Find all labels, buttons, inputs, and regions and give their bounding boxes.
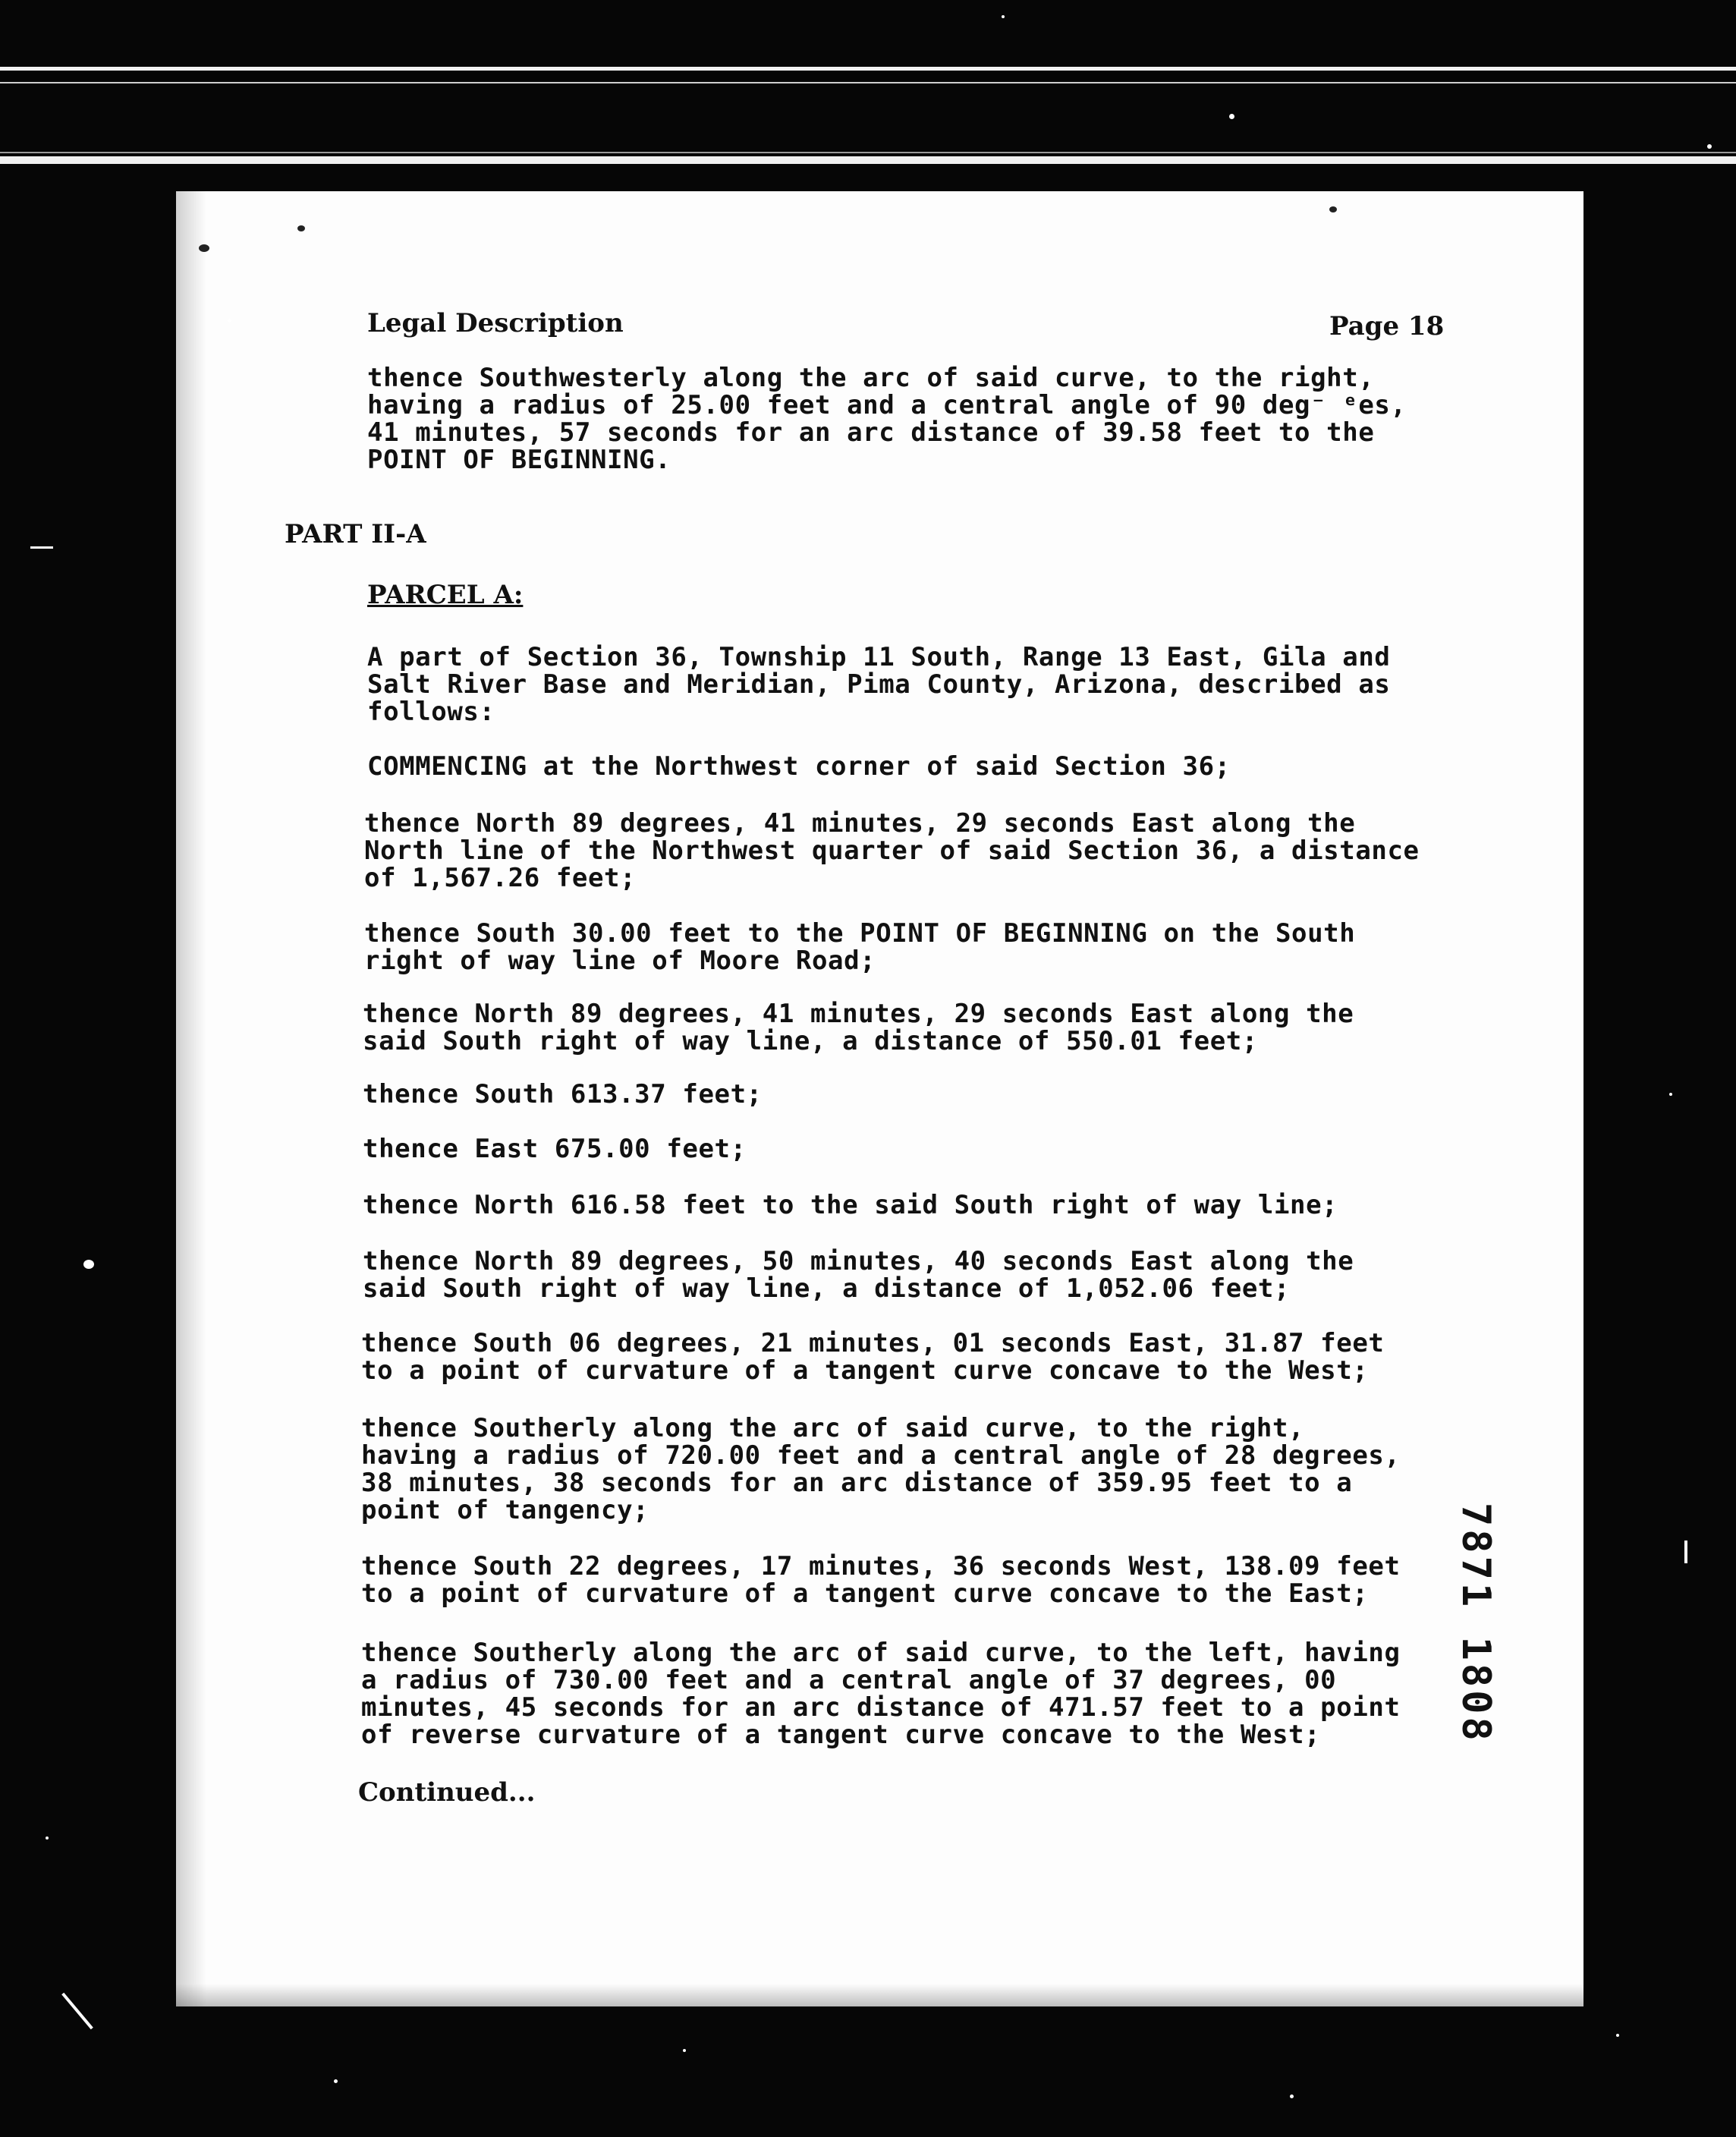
scan-speck xyxy=(1290,2095,1294,2098)
scan-speck xyxy=(1669,1093,1672,1096)
stamp-number: 7871 1808 xyxy=(1453,1503,1499,1744)
text-line: thence South 613.37 feet; xyxy=(363,1079,763,1109)
text-line: thence North 616.58 feet to the said South right of way line; xyxy=(363,1190,1338,1220)
scan-speck xyxy=(1002,15,1005,18)
text-line: said South right of way line, a distance of 1,052.06 feet; xyxy=(363,1273,1291,1304)
text-line: thence Southerly along the arc of said curve, to the right, xyxy=(361,1413,1305,1443)
text-line: of 1,567.26 feet; xyxy=(364,863,637,893)
text-line: thence North 89 degrees, 50 minutes, 40 seconds East along the xyxy=(363,1246,1354,1276)
text-line: thence North 89 degrees, 41 minutes, 29 seconds East along the xyxy=(363,999,1354,1029)
scan-speck xyxy=(1229,114,1234,119)
text-line: thence South 22 degrees, 17 minutes, 36 seconds West, 138.09 feet xyxy=(361,1551,1401,1582)
scan-speck xyxy=(30,546,53,549)
text-line: to a point of curvature of a tangent curve concave to the East; xyxy=(361,1578,1369,1609)
scan-speck xyxy=(228,319,231,323)
text-line: North line of the Northwest quarter of said Section 36, a distance xyxy=(364,836,1420,866)
text-line: of reverse curvature of a tangent curve concave to the West; xyxy=(361,1720,1321,1750)
page-shadow xyxy=(176,1984,1583,2006)
text-line: to a point of curvature of a tangent curve concave to the West; xyxy=(361,1355,1369,1386)
document-stamp xyxy=(1453,1503,1506,2137)
scan-speck xyxy=(199,244,209,252)
text-line: thence South 06 degrees, 21 minutes, 01 seconds East, 31.87 feet xyxy=(361,1328,1385,1358)
document-title: Legal Description xyxy=(367,308,624,338)
text-line: having a radius of 25.00 feet and a central angle of 90 deg⁻ ᵉes, xyxy=(367,390,1407,420)
text-line: thence Southerly along the arc of said curve, to the left, having xyxy=(361,1638,1401,1668)
scan-edge-line xyxy=(0,82,1736,83)
continued-label: Continued... xyxy=(358,1777,536,1808)
scan-speck xyxy=(683,2049,686,2052)
scan-edge-line xyxy=(0,67,1736,71)
scan-speck xyxy=(334,2079,338,2083)
text-line: thence South 30.00 feet to the POINT OF BEGINNING on the South xyxy=(364,918,1356,949)
scan-speck xyxy=(1684,1541,1687,1563)
document-page xyxy=(176,191,1583,2006)
scan-edge-line xyxy=(0,156,1736,164)
text-line: follows: xyxy=(367,697,495,727)
text-line: POINT OF BEGINNING. xyxy=(367,445,671,475)
text-line: minutes, 45 seconds for an arc distance of 471.57 feet to a point xyxy=(361,1692,1401,1723)
page-shadow xyxy=(176,191,206,2006)
text-line: right of way line of Moore Road; xyxy=(364,946,876,976)
scan-speck xyxy=(297,225,305,231)
scan-speck xyxy=(61,1993,93,2030)
part-heading: PART II-A xyxy=(285,519,426,549)
text-line: a radius of 730.00 feet and a central angle of 37 degrees, 00 xyxy=(361,1665,1337,1695)
scan-speck xyxy=(46,1836,49,1840)
text-line: Salt River Base and Meridian, Pima County, Arizona, described as xyxy=(367,669,1391,700)
parcel-heading: PARCEL A: xyxy=(367,580,524,610)
text-line: said South right of way line, a distance of 550.01 feet; xyxy=(363,1026,1258,1056)
scan-speck xyxy=(1616,2034,1619,2037)
scan-speck xyxy=(1329,206,1337,212)
text-line: COMMENCING at the Northwest corner of said Section 36; xyxy=(367,751,1231,782)
scan-speck xyxy=(83,1260,94,1269)
text-line: having a radius of 720.00 feet and a central angle of 28 degrees, xyxy=(361,1440,1401,1471)
text-line: thence North 89 degrees, 41 minutes, 29 seconds East along the xyxy=(364,808,1356,839)
scan-speck xyxy=(1707,144,1712,149)
text-line: thence East 675.00 feet; xyxy=(363,1134,747,1164)
scan-edge-line xyxy=(0,152,1736,153)
text-line: thence Southwesterly along the arc of said curve, to the right, xyxy=(367,363,1375,393)
text-line: point of tangency; xyxy=(361,1495,649,1525)
text-line: 38 minutes, 38 seconds for an arc distance of 359.95 feet to a xyxy=(361,1468,1353,1498)
text-line: 41 minutes, 57 seconds for an arc distance of 39.58 feet to the xyxy=(367,417,1375,448)
text-line: A part of Section 36, Township 11 South, Range 13 East, Gila and xyxy=(367,642,1391,672)
page-number: Page 18 xyxy=(1329,311,1445,341)
